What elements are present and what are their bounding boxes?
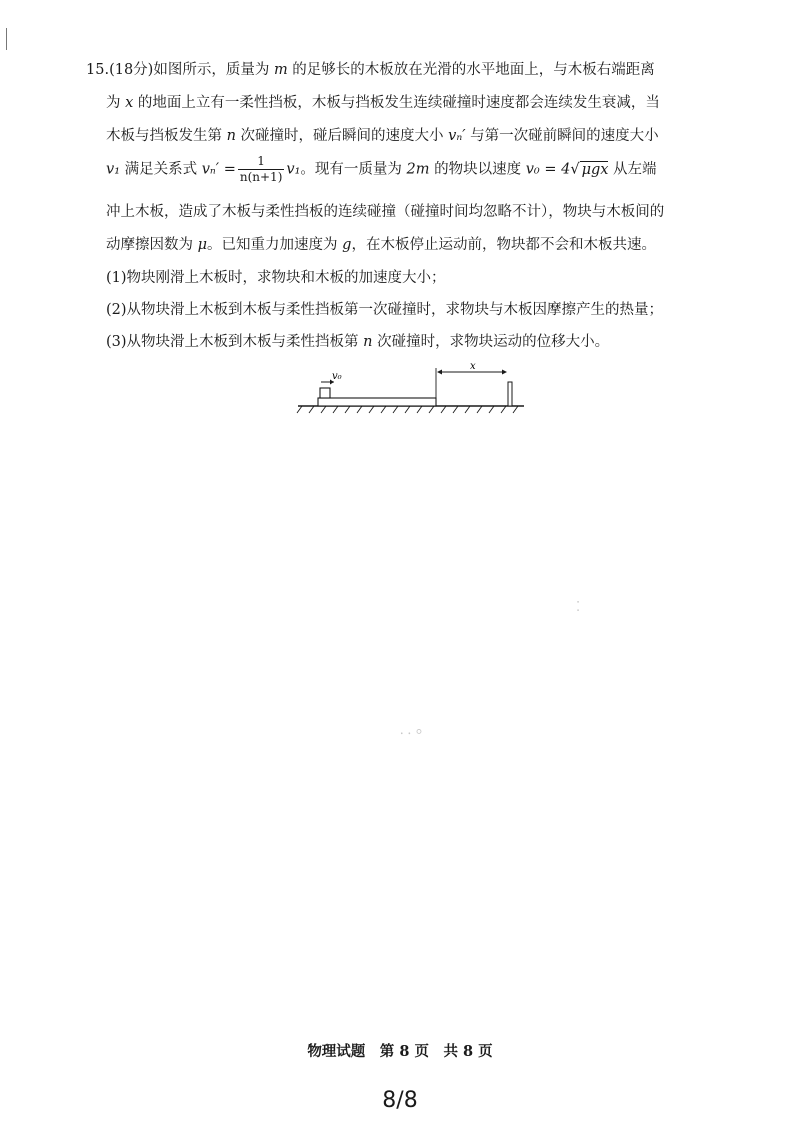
sqrt-icon: √ xyxy=(570,161,580,178)
question-line-5: 冲上木板，造成了木板与柔性挡板的连续碰撞（碰撞时间均忽略不计），物块与木板间的 xyxy=(106,204,665,220)
var-vn-prime: vₙ′ xyxy=(448,128,466,144)
text: 。现有一质量为 xyxy=(300,161,407,178)
var-2m: 2m xyxy=(406,161,430,178)
question-number: 15. xyxy=(86,62,110,78)
text: 的足够长的木板放在光滑的水平地面上，与木板右端距离 xyxy=(287,62,655,78)
text: 如图所示，质量为 xyxy=(153,62,274,78)
question-line-2 xyxy=(106,91,660,112)
page-indicator: 8/8 xyxy=(382,1088,418,1113)
var-g: g xyxy=(342,237,352,253)
text: ，在木板停止运动前，物块都不会和木板共速。 xyxy=(351,237,656,253)
question-points: (18分) xyxy=(109,62,154,78)
var-v1: v₁ xyxy=(286,161,301,178)
block xyxy=(320,388,330,398)
page-footer: 物理试题 第 8 页 共 8 页 xyxy=(307,1043,493,1060)
var-n: n xyxy=(226,128,236,144)
text: 满足关系式 xyxy=(120,161,202,178)
var-v1: v₁ xyxy=(106,161,121,178)
text: 与第一次碰前瞬间的速度大小 xyxy=(465,128,659,144)
text: 动摩擦因数为 xyxy=(106,237,198,253)
equation-lhs: vₙ′ = xyxy=(201,161,236,178)
scan-smudge: ⁚ xyxy=(576,600,581,615)
question-line-1 xyxy=(86,58,655,79)
arrow-head-icon xyxy=(502,370,507,375)
wooden-board xyxy=(318,398,436,406)
var-x: x xyxy=(125,95,134,111)
var-n: n xyxy=(363,334,373,350)
fraction-denominator: n(n+1) xyxy=(239,170,283,184)
question-line-6 xyxy=(106,233,656,254)
text: 次碰撞时，碰后瞬间的速度大小 xyxy=(235,128,449,144)
sub-question-3 xyxy=(106,330,609,351)
scan-edge-mark xyxy=(6,28,7,50)
sqrt-argument: μgx xyxy=(581,161,609,178)
fraction-numerator: 1 xyxy=(238,154,285,170)
question-line-3 xyxy=(106,124,659,145)
sub-question-2: (2)从物块滑上木板到木板与柔性挡板第一次碰撞时，求物块与木板因摩擦产生的热量； xyxy=(106,302,664,318)
text: 从左端 xyxy=(608,161,657,178)
fraction xyxy=(238,154,285,185)
text: (3)从物块滑上木板到木板与柔性挡板第 xyxy=(106,334,364,350)
text: 。已知重力加速度为 xyxy=(207,237,343,253)
physics-diagram xyxy=(296,360,526,416)
flexible-barrier xyxy=(508,382,512,406)
arrow-head-icon xyxy=(437,370,442,375)
ground-hatching xyxy=(297,406,518,413)
text: 的物块以速度 xyxy=(429,161,526,178)
equation-v0: v₀ = 4 xyxy=(525,161,571,178)
sub-question-1: (1)物块刚滑上木板时，求物块和木板的加速度大小； xyxy=(106,270,446,286)
var-mu: μ xyxy=(197,237,208,253)
label-x: x xyxy=(470,361,476,372)
text: 次碰撞时，求物块运动的位移大小。 xyxy=(372,334,610,350)
scan-smudge: ⸳ ⸳ ⸰ xyxy=(400,725,423,740)
question-line-4 xyxy=(106,154,657,185)
text: 的地面上立有一柔性挡板，木板与挡板发生连续碰撞时速度都会连续发生衰减，当 xyxy=(133,95,660,111)
var-m: m xyxy=(273,62,288,78)
text: 为 xyxy=(106,95,126,111)
text: 木板与挡板发生第 xyxy=(106,128,227,144)
label-v0: v₀ xyxy=(332,371,342,382)
